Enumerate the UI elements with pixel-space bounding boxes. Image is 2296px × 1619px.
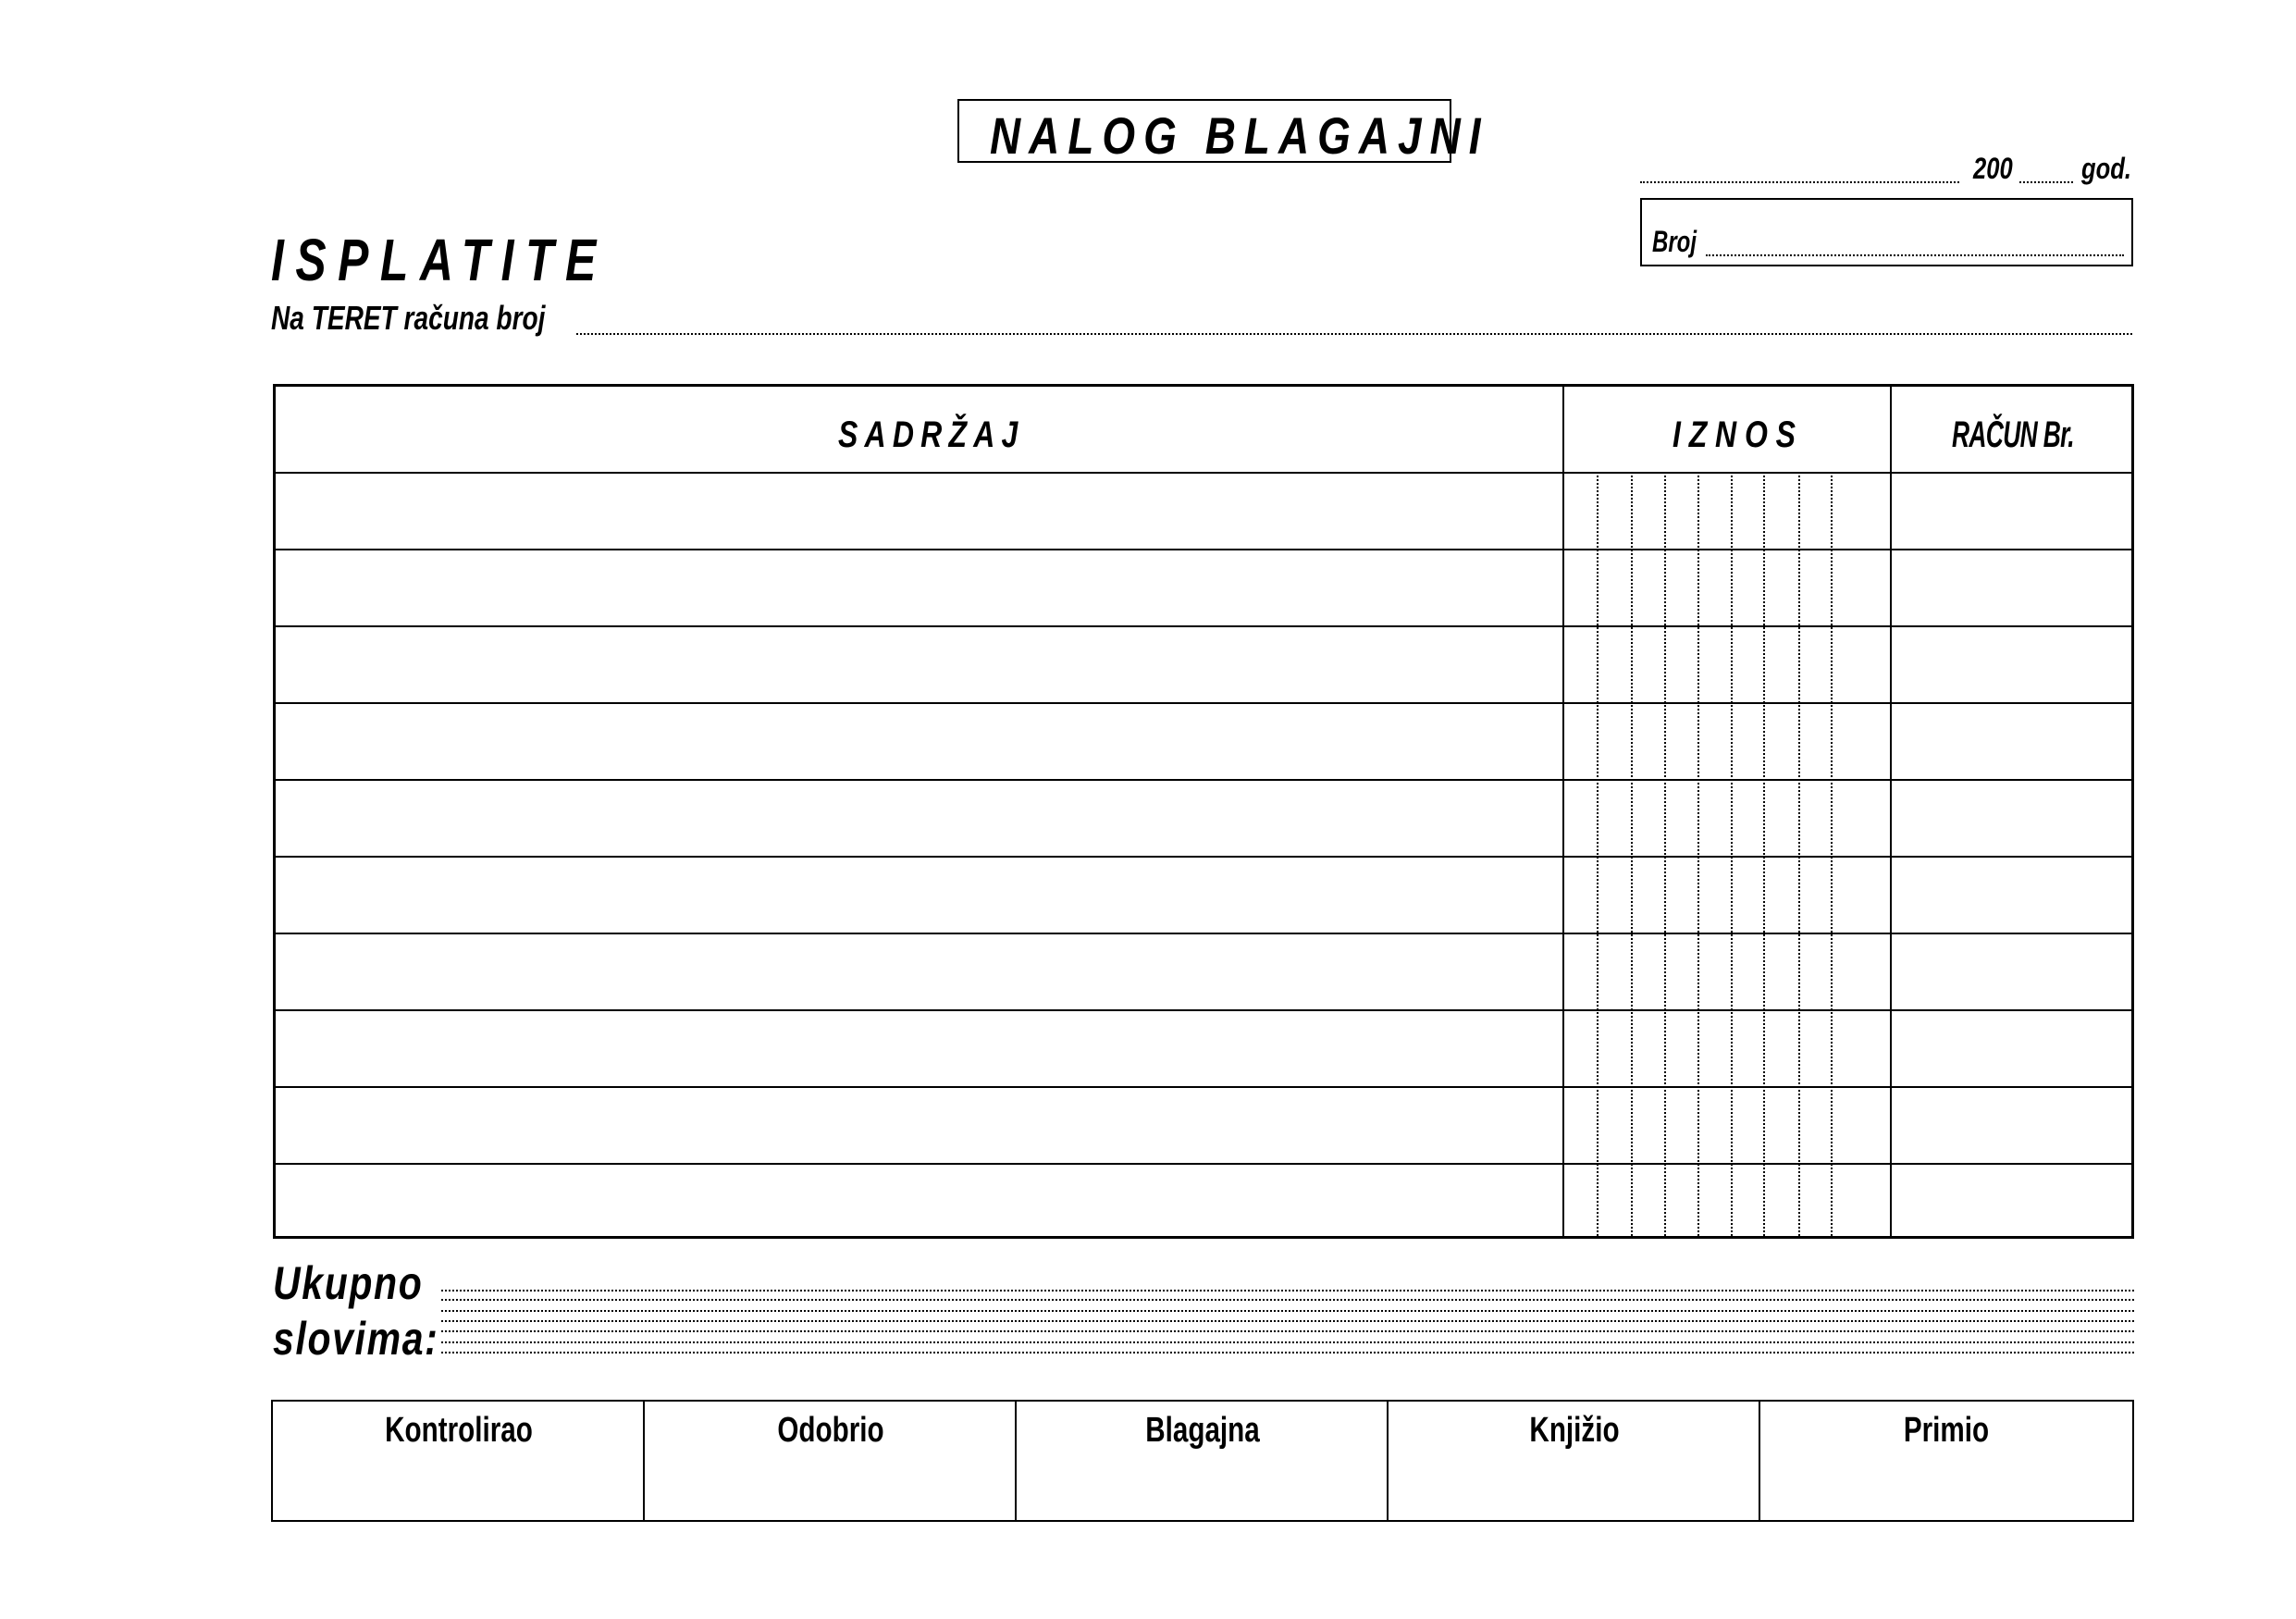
table-row[interactable] (276, 702, 2131, 704)
document-title: NALOG BLAGAJNI (990, 106, 1489, 165)
year-prefix: 200 (1973, 152, 2013, 185)
signature-kontrolirao: Kontrolirao (385, 1411, 533, 1450)
account-label (271, 299, 545, 338)
year-field[interactable] (2019, 181, 2073, 183)
amount-digit-guide (1664, 472, 1666, 1236)
table-row[interactable] (276, 933, 2131, 934)
total-words-field[interactable] (441, 1299, 2134, 1301)
total-label-line2: slovima: (273, 1313, 439, 1365)
table-row[interactable] (276, 625, 2131, 627)
column-divider (1562, 387, 1564, 1236)
payment-heading: ISPLATITE (271, 227, 608, 293)
broj-field[interactable] (1706, 254, 2124, 256)
total-words-field[interactable] (441, 1320, 2134, 1322)
signature-table (271, 1400, 2134, 1522)
amount-digit-guide (1831, 472, 1833, 1236)
signature-divider (1015, 1402, 1017, 1520)
signature-primio: Primio (1903, 1411, 1990, 1450)
table-row[interactable] (276, 472, 2131, 474)
total-words-field[interactable] (441, 1330, 2134, 1332)
total-words-field[interactable] (441, 1290, 2134, 1291)
table-row[interactable] (276, 779, 2131, 781)
signature-divider (1759, 1402, 1760, 1520)
amount-digit-guide (1697, 472, 1699, 1236)
signature-divider (643, 1402, 645, 1520)
amount-digit-guide (1631, 472, 1633, 1236)
column-divider (1890, 387, 1892, 1236)
table-row[interactable] (276, 1009, 2131, 1011)
signature-knjizio: Knjižio (1529, 1411, 1620, 1450)
signature-odobrio: Odobrio (777, 1411, 884, 1450)
amount-digit-guide (1597, 472, 1599, 1236)
total-words-field[interactable] (441, 1352, 2134, 1353)
total-words-field[interactable] (441, 1310, 2134, 1312)
amount-digit-guide (1763, 472, 1765, 1236)
column-header-racun: RAČUN Br. (1952, 414, 2074, 455)
amount-digit-guide (1731, 472, 1733, 1236)
table-row[interactable] (276, 1163, 2131, 1165)
column-header-iznos: IZNOS (1673, 414, 1804, 455)
year-suffix: god. (2081, 152, 2132, 185)
account-label-text: Na TERET računa broj (271, 299, 546, 337)
signature-divider (1387, 1402, 1389, 1520)
date-field[interactable] (1640, 181, 1959, 183)
broj-label: Broj (1652, 225, 1697, 258)
table-row[interactable] (276, 1086, 2131, 1088)
total-label-line1: Ukupno (273, 1257, 424, 1309)
column-header-sadrzaj: SADRŽAJ (838, 414, 1025, 455)
account-field[interactable] (576, 333, 2132, 335)
table-row[interactable] (276, 549, 2131, 550)
amount-digit-guide (1798, 472, 1800, 1236)
table-row[interactable] (276, 856, 2131, 858)
signature-blagajna: Blagajna (1145, 1411, 1260, 1450)
total-words-field[interactable] (441, 1341, 2134, 1343)
items-table (273, 384, 2134, 1239)
